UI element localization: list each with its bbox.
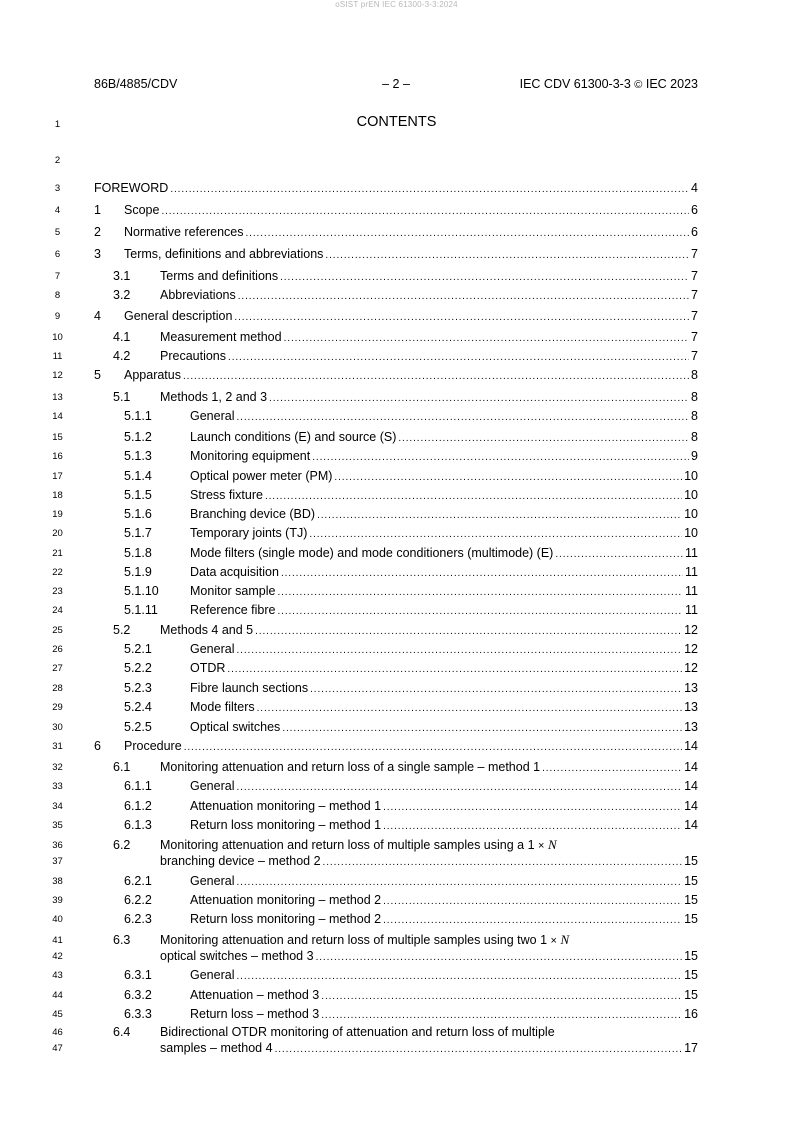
toc-page: 11 — [685, 546, 698, 560]
line-number: 5 — [54, 227, 61, 238]
toc-page: 17 — [684, 1041, 698, 1055]
toc-number: 5.1.8 — [124, 546, 152, 560]
toc-number: 6.1.2 — [124, 799, 152, 813]
leader-dots — [280, 270, 689, 284]
page-title: CONTENTS — [356, 114, 437, 130]
toc-page: 14 — [684, 760, 698, 774]
line-number: 37 — [52, 856, 63, 867]
line-number: 29 — [52, 702, 63, 713]
toc-page: 13 — [684, 720, 698, 734]
line-number: 8 — [54, 290, 61, 301]
toc-number: 6.2.1 — [124, 874, 152, 888]
leader-dots — [321, 1008, 682, 1022]
leader-dots — [161, 204, 689, 218]
toc-entry[interactable] — [124, 545, 698, 561]
toc-number: 5.1.7 — [124, 526, 152, 540]
toc-entry[interactable] — [124, 602, 698, 618]
toc-label: Branching device (BD) — [190, 507, 316, 521]
toc-entry[interactable] — [124, 468, 698, 484]
leader-dots — [281, 566, 683, 580]
line-number: 26 — [52, 644, 63, 655]
line-number: 4 — [54, 205, 61, 216]
leader-dots — [312, 450, 689, 464]
toc-page: 15 — [684, 912, 698, 926]
toc-page: 14 — [684, 799, 698, 813]
line-number: 25 — [52, 625, 63, 636]
toc-page: 14 — [684, 739, 698, 753]
toc-entry[interactable] — [124, 429, 698, 445]
toc-number: 6.1.1 — [124, 779, 152, 793]
toc-number: 5.2 — [113, 623, 131, 637]
line-number: 7 — [54, 271, 61, 282]
toc-label: Fibre launch sections — [190, 681, 309, 695]
line-number: 46 — [52, 1027, 63, 1038]
toc-number: 1 — [94, 203, 101, 217]
toc-label: Stress fixture — [190, 488, 263, 502]
toc-page: 7 — [691, 247, 698, 261]
toc-label: General — [190, 874, 235, 888]
toc-page: 10 — [684, 488, 698, 502]
line-number: 6 — [54, 249, 61, 260]
toc-entry[interactable] — [124, 660, 698, 676]
toc-page: 13 — [684, 700, 698, 714]
line-number: 35 — [52, 820, 63, 831]
toc-page: 6 — [691, 203, 698, 217]
toc-entry[interactable] — [94, 202, 698, 218]
line-number: 39 — [52, 895, 63, 906]
toc-page: 14 — [684, 779, 698, 793]
toc-entry[interactable] — [113, 622, 698, 638]
toc-number: 4 — [94, 309, 101, 323]
line-number: 43 — [52, 970, 63, 981]
toc-number: 5 — [94, 368, 101, 382]
toc-label: Methods 1, 2 and 3 — [160, 390, 268, 404]
toc-entry-heading[interactable] — [113, 1024, 555, 1040]
toc-entry[interactable] — [94, 224, 698, 240]
toc-entry[interactable] — [113, 329, 698, 345]
toc-entry[interactable] — [124, 1006, 698, 1022]
toc-label: Measurement method — [160, 330, 282, 344]
toc-page: 14 — [684, 818, 698, 832]
toc-page: 7 — [691, 269, 698, 283]
toc-page: 9 — [691, 449, 698, 463]
toc-number: 5.1.11 — [124, 603, 158, 617]
line-number: 3 — [54, 183, 61, 194]
toc-number: 6.1.3 — [124, 818, 152, 832]
toc-label: samples – method 4 — [160, 1041, 273, 1055]
line-number: 12 — [52, 370, 63, 381]
leader-dots — [228, 350, 689, 364]
leader-dots — [383, 894, 682, 908]
toc-entry[interactable] — [124, 699, 698, 715]
toc-label: Attenuation – method 3 — [190, 988, 320, 1002]
leader-dots — [238, 289, 689, 303]
line-number: 22 — [52, 567, 63, 578]
toc-number: 4.1 — [113, 330, 131, 344]
toc-page: 4 — [691, 181, 698, 195]
leader-dots — [334, 470, 682, 484]
toc-entry-heading[interactable] — [113, 932, 570, 948]
line-number: 23 — [52, 586, 63, 597]
toc-entry[interactable] — [124, 641, 698, 657]
toc-number: 6.2.3 — [124, 912, 152, 926]
toc-page: 11 — [685, 603, 698, 617]
toc-number: 2 — [94, 225, 101, 239]
leader-dots — [383, 800, 682, 814]
toc-label: Monitor sample — [190, 584, 276, 598]
toc-label: Temporary joints (TJ) — [190, 526, 308, 540]
toc-entry[interactable] — [113, 268, 698, 284]
toc-page: 10 — [684, 526, 698, 540]
leader-dots — [255, 624, 682, 638]
toc-page: 7 — [691, 349, 698, 363]
toc-number: 5.2.3 — [124, 681, 152, 695]
toc-entry[interactable] — [124, 583, 698, 599]
toc-label: Return loss – method 3 — [190, 1007, 320, 1021]
toc-number: 6.3.1 — [124, 968, 152, 982]
line-number: 11 — [52, 351, 63, 362]
toc-page: 15 — [684, 874, 698, 888]
leader-dots — [383, 819, 682, 833]
toc-page: 15 — [684, 893, 698, 907]
toc-entry[interactable] — [94, 738, 698, 754]
leader-dots — [277, 604, 683, 618]
line-number: 31 — [52, 741, 63, 752]
toc-entry[interactable] — [124, 564, 698, 580]
toc-number: 5.1.4 — [124, 469, 152, 483]
line-number: 2 — [54, 155, 61, 166]
leader-dots — [325, 248, 689, 262]
toc-label: General — [190, 642, 235, 656]
multiplication-sign: × — [550, 935, 557, 947]
page-number: – 2 – — [382, 77, 410, 91]
toc-number: 6.1 — [113, 760, 131, 774]
leader-dots — [184, 740, 682, 754]
leader-dots — [265, 489, 682, 503]
line-number: 33 — [52, 781, 63, 792]
page-header — [94, 77, 698, 93]
toc-page: 8 — [691, 430, 698, 444]
toc-label-line1: Bidirectional OTDR monitoring of attenuation and return loss of multiple — [160, 1025, 555, 1039]
toc-entry[interactable] — [124, 817, 698, 833]
toc-entry[interactable] — [124, 506, 698, 522]
copyright-symbol: © — [634, 79, 643, 91]
line-number: 18 — [52, 490, 63, 501]
line-number: 47 — [52, 1043, 63, 1054]
line-number: 44 — [52, 990, 63, 1001]
leader-dots — [275, 1042, 683, 1056]
leader-dots — [236, 410, 689, 424]
leader-dots — [282, 721, 682, 735]
leader-dots — [317, 508, 682, 522]
line-number: 14 — [52, 411, 63, 422]
toc-label: optical switches – method 3 — [160, 949, 314, 963]
line-number: 1 — [54, 119, 61, 130]
toc-label: General — [190, 968, 235, 982]
toc-page: 8 — [691, 409, 698, 423]
line-number: 17 — [52, 471, 63, 482]
toc-entry[interactable] — [160, 1040, 698, 1056]
leader-dots — [236, 643, 682, 657]
line-number: 34 — [52, 801, 63, 812]
toc-page: 15 — [684, 968, 698, 982]
toc-number: 6.4 — [113, 1025, 131, 1039]
line-number: 27 — [52, 663, 63, 674]
toc-label: Procedure — [124, 739, 182, 753]
toc-number: 5.1.6 — [124, 507, 152, 521]
toc-label: FOREWORD — [94, 181, 169, 195]
toc-entry[interactable] — [124, 487, 698, 503]
toc-entry[interactable] — [124, 873, 698, 889]
toc-number: 6.3.3 — [124, 1007, 152, 1021]
toc-page: 8 — [691, 390, 698, 404]
line-number: 32 — [52, 762, 63, 773]
leader-dots — [257, 701, 682, 715]
toc-label: Return loss monitoring – method 1 — [190, 818, 382, 832]
toc-number: 5.1.3 — [124, 449, 152, 463]
leader-dots — [310, 682, 682, 696]
toc-page: 10 — [684, 507, 698, 521]
toc-label-line1: Monitoring attenuation and return loss of multiple samples using a 1 — [160, 838, 535, 852]
toc-number: 5.1.10 — [124, 584, 159, 598]
toc-number: 6.3.2 — [124, 988, 152, 1002]
toc-number: 6 — [94, 739, 101, 753]
toc-page: 15 — [684, 854, 698, 868]
toc-page: 11 — [685, 565, 698, 579]
leader-dots — [309, 527, 682, 541]
toc-number: 5.1.1 — [124, 409, 152, 423]
toc-label: Monitoring equipment — [190, 449, 311, 463]
toc-page: 7 — [691, 288, 698, 302]
toc-label: branching device – method 2 — [160, 854, 321, 868]
toc-entry[interactable] — [124, 967, 698, 983]
line-number: 15 — [52, 432, 63, 443]
toc-entry[interactable] — [94, 246, 698, 262]
toc-entry[interactable] — [124, 892, 698, 908]
line-number: 9 — [54, 311, 61, 322]
toc-label: General description — [124, 309, 233, 323]
line-number: 45 — [52, 1009, 63, 1020]
variable-n: N — [547, 837, 557, 852]
toc-entry[interactable] — [124, 448, 698, 464]
document-reference: 86B/4885/CDV — [94, 77, 178, 91]
leader-dots — [323, 855, 683, 869]
leader-dots — [542, 761, 682, 775]
leader-dots — [236, 780, 682, 794]
toc-page: 10 — [684, 469, 698, 483]
leader-dots — [383, 913, 682, 927]
toc-label: General — [190, 409, 235, 423]
toc-label: Launch conditions (E) and source (S) — [190, 430, 397, 444]
toc-label: General — [190, 779, 235, 793]
toc-number: 5.2.4 — [124, 700, 152, 714]
line-number: 28 — [52, 683, 63, 694]
standard-reference — [520, 77, 698, 91]
toc-label: Reference fibre — [190, 603, 276, 617]
toc-entry[interactable] — [160, 948, 698, 964]
leader-dots — [269, 391, 689, 405]
leader-dots — [321, 989, 682, 1003]
standard-reference-id: IEC CDV 61300-3-3 — [519, 77, 631, 91]
standard-reference-year: IEC 2023 — [645, 77, 698, 91]
toc-page: 16 — [684, 1007, 698, 1021]
toc-number: 4.2 — [113, 349, 131, 363]
line-number: 10 — [52, 332, 63, 343]
leader-dots — [398, 431, 689, 445]
toc-label: Apparatus — [124, 368, 181, 382]
leader-dots — [170, 182, 689, 196]
toc-page: 15 — [684, 988, 698, 1002]
toc-label: Optical power meter (PM) — [190, 469, 333, 483]
variable-n: N — [560, 932, 570, 947]
line-number: 41 — [52, 935, 63, 946]
toc-entry[interactable] — [113, 287, 698, 303]
toc-entry[interactable] — [124, 408, 698, 424]
leader-dots — [316, 950, 683, 964]
line-number: 16 — [52, 451, 63, 462]
toc-number: 5.1.9 — [124, 565, 152, 579]
toc-label: Precautions — [160, 349, 227, 363]
toc-page: 13 — [684, 681, 698, 695]
toc-label: Normative references — [124, 225, 244, 239]
toc-label: Mode filters — [190, 700, 255, 714]
toc-page: 7 — [691, 309, 698, 323]
line-number: 21 — [52, 548, 63, 559]
leader-dots — [277, 585, 683, 599]
line-number: 20 — [52, 528, 63, 539]
line-number: 40 — [52, 914, 63, 925]
toc-entry[interactable] — [113, 348, 698, 364]
toc-page: 12 — [684, 642, 698, 656]
leader-dots — [236, 969, 682, 983]
toc-entry[interactable] — [94, 180, 698, 196]
toc-page: 11 — [685, 584, 698, 598]
toc-number: 5.1.2 — [124, 430, 152, 444]
line-number: 42 — [52, 951, 63, 962]
leader-dots — [246, 226, 690, 240]
leader-dots — [234, 310, 689, 324]
toc-label: Mode filters (single mode) and mode conditioners (multimode) (E) — [190, 546, 554, 560]
toc-entry[interactable] — [113, 389, 698, 405]
leader-dots — [284, 331, 689, 345]
toc-page: 12 — [684, 623, 698, 637]
toc-entry[interactable] — [113, 759, 698, 775]
toc-label: Optical switches — [190, 720, 281, 734]
line-number: 19 — [52, 509, 63, 520]
toc-page: 8 — [691, 368, 698, 382]
toc-label: Scope — [124, 203, 160, 217]
toc-entry[interactable] — [124, 798, 698, 814]
toc-label: Data acquisition — [190, 565, 279, 579]
toc-number: 5.2.1 — [124, 642, 152, 656]
toc-number: 6.3 — [113, 933, 131, 947]
toc-label: Return loss monitoring – method 2 — [190, 912, 382, 926]
toc-label: OTDR — [190, 661, 226, 675]
toc-entry[interactable] — [124, 719, 698, 735]
multiplication-sign: × — [538, 840, 545, 852]
toc-number: 6.2.2 — [124, 893, 152, 907]
toc-number: 3 — [94, 247, 101, 261]
toc-entry[interactable] — [124, 680, 698, 696]
toc-entry[interactable] — [124, 778, 698, 794]
toc-number: 6.2 — [113, 838, 131, 852]
line-number: 38 — [52, 876, 63, 887]
toc-label-line1: Monitoring attenuation and return loss of multiple samples using two 1 — [160, 933, 548, 947]
toc-number: 3.2 — [113, 288, 131, 302]
toc-number: 5.1.5 — [124, 488, 152, 502]
leader-dots — [236, 875, 682, 889]
toc-entry-heading[interactable] — [113, 837, 557, 853]
toc-number: 5.2.2 — [124, 661, 152, 675]
toc-entry[interactable] — [124, 911, 698, 927]
toc-number: 5.1 — [113, 390, 131, 404]
toc-label: Terms, definitions and abbreviations — [124, 247, 324, 261]
line-number: 13 — [52, 392, 63, 403]
toc-page: 7 — [691, 330, 698, 344]
toc-entry[interactable] — [94, 308, 698, 324]
toc-page: 15 — [684, 949, 698, 963]
toc-entry[interactable] — [124, 987, 698, 1003]
line-number: 36 — [52, 840, 63, 851]
toc-label: Methods 4 and 5 — [160, 623, 254, 637]
toc-number: 5.2.5 — [124, 720, 152, 734]
leader-dots — [183, 369, 689, 383]
toc-label: Abbreviations — [160, 288, 236, 302]
line-number: 30 — [52, 722, 63, 733]
toc-page: 6 — [691, 225, 698, 239]
toc-label: Terms and definitions — [160, 269, 279, 283]
watermark: oSIST prEN IEC 61300-3-3:2024 — [335, 0, 458, 9]
toc-entry[interactable] — [160, 853, 698, 869]
leader-dots — [555, 547, 683, 561]
toc-number: 3.1 — [113, 269, 131, 283]
line-number: 24 — [52, 605, 63, 616]
toc-label: Attenuation monitoring – method 2 — [190, 893, 382, 907]
toc-label: Monitoring attenuation and return loss of a single sample – method 1 — [160, 760, 541, 774]
toc-entry[interactable] — [124, 525, 698, 541]
toc-page: 12 — [684, 661, 698, 675]
toc-label: Attenuation monitoring – method 1 — [190, 799, 382, 813]
leader-dots — [227, 662, 682, 676]
toc-entry[interactable] — [94, 367, 698, 383]
